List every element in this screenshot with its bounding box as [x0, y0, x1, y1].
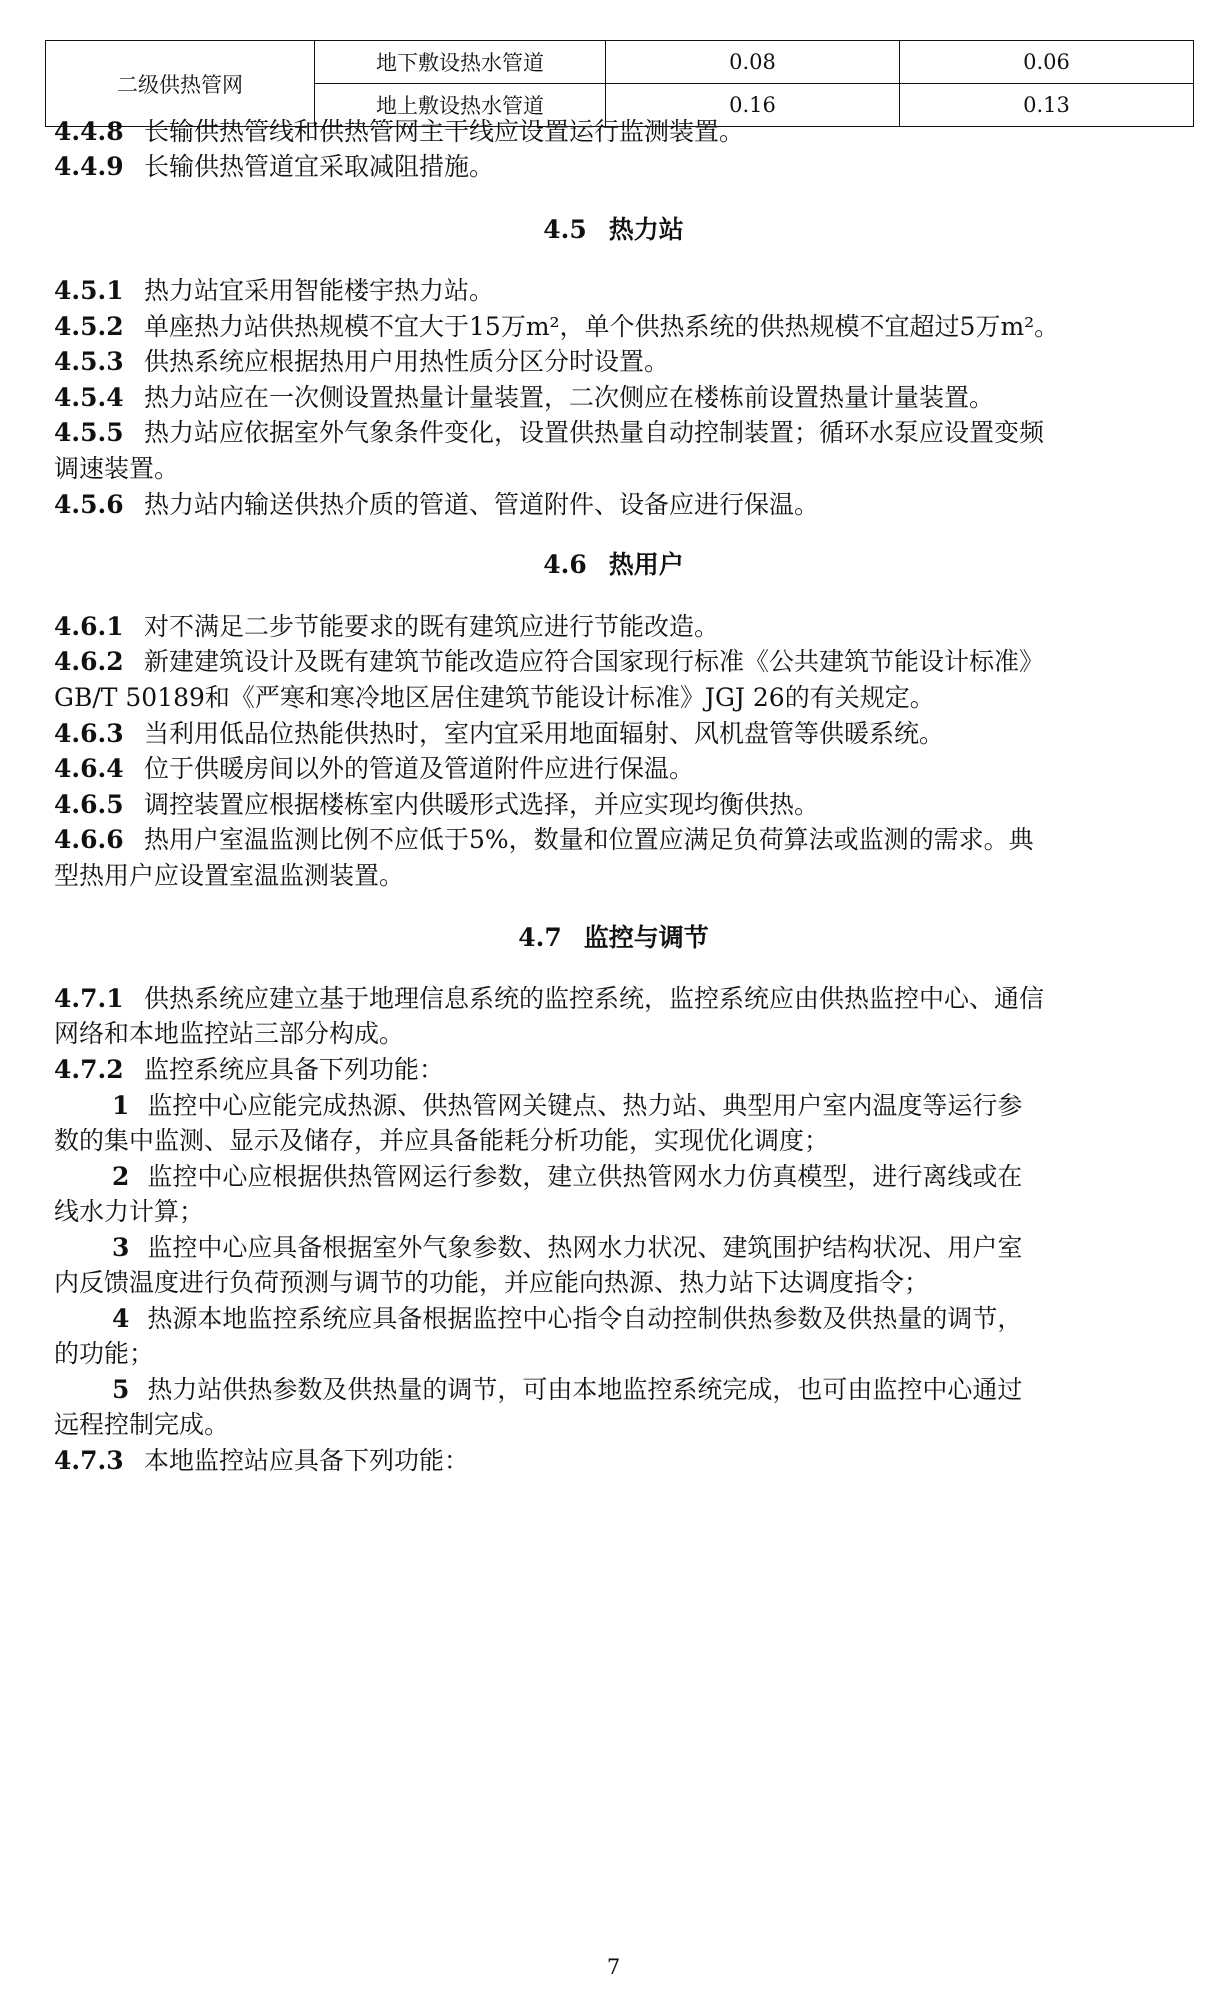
clause-continuation: GB/T 50189和《严寒和寒冷地区居住建筑节能设计标准》JGJ 26的有关规定。 — [54, 683, 935, 712]
heading-title: 热力站 — [608, 215, 684, 244]
table-cell: 地上敷设热水管道 — [315, 84, 606, 127]
clause-4-7-3 — [54, 1444, 1179, 1478]
clause-4-5-3 — [54, 345, 1179, 379]
clause-4-6-1 — [54, 610, 1179, 644]
clause-4-4-9 — [54, 150, 1179, 184]
clause-text: 当利用低品位热能供热时，室内宜采用地面辐射、风机盘管等供暖系统。 — [144, 719, 945, 748]
clause-text: 长输供热管道宜采取减阻措施。 — [144, 152, 495, 181]
clause-4-6-6 — [54, 823, 1179, 857]
heat-loss-table — [45, 40, 1194, 127]
clause-4-6-5 — [54, 788, 1179, 822]
clause-4-6-3 — [54, 717, 1179, 751]
item-number: 1 — [112, 1091, 130, 1120]
clause-text: 热力站内输送供热介质的管道、管道附件、设备应进行保温。 — [144, 490, 820, 519]
heading-title: 热用户 — [608, 550, 684, 579]
clause-4-4-8 — [54, 115, 1179, 149]
table-cell: 地下敷设热水管道 — [315, 41, 606, 84]
clause-text: 长输供热管线和供热管网主干线应设置运行监测装置。 — [144, 117, 745, 146]
clause-text: 监控系统应具备下列功能： — [144, 1055, 445, 1084]
table-cell: 0.16 — [606, 84, 900, 127]
item-text: 监控中心应根据供热管网运行参数，建立供热管网水力仿真模型，进行离线或在 — [147, 1162, 1023, 1191]
clause-continuation: 网络和本地监控站三部分构成。 — [54, 1019, 405, 1048]
clause-continuation: 型热用户应设置室温监测装置。 — [54, 861, 405, 890]
list-item — [112, 1302, 1179, 1336]
clause-number: 4.6.3 — [54, 719, 124, 748]
clause-4-7-1 — [54, 982, 1179, 1016]
item-continuation: 远程控制完成。 — [54, 1410, 230, 1439]
item-continuation: 内反馈温度进行负荷预测与调节的功能，并应能向热源、热力站下达调度指令； — [54, 1268, 930, 1297]
clause-text: 供热系统应建立基于地理信息系统的监控系统，监控系统应由供热监控中心、通信 — [144, 984, 1045, 1013]
clause-4-5-5 — [54, 416, 1179, 450]
clause-4-7-2 — [54, 1053, 1179, 1087]
table-cell: 0.13 — [900, 84, 1194, 127]
heading-number: 4.5 — [543, 215, 587, 244]
clause-number: 4.5.6 — [54, 490, 124, 519]
item-number: 3 — [112, 1233, 130, 1262]
list-item — [112, 1089, 1179, 1123]
clause-text: 热用户室温监测比例不应低于5%，数量和位置应满足负荷算法或监测的需求。典 — [144, 825, 1034, 854]
page-number: 7 — [606, 1955, 621, 1979]
clause-number: 4.6.1 — [54, 612, 124, 641]
section-heading-4-6 — [0, 548, 1227, 582]
clause-text: 热力站应依据室外气象条件变化，设置供热量自动控制装置；循环水泵应设置变频 — [144, 418, 1045, 447]
clause-number: 4.4.9 — [54, 152, 124, 181]
row-header-cell: 二级供热管网 — [46, 41, 315, 127]
clause-number: 4.5.2 — [54, 312, 124, 341]
item-text: 热源本地监控系统应具备根据监控中心指令自动控制供热参数及供热量的调节， — [147, 1304, 1023, 1333]
clause-number: 4.4.8 — [54, 117, 124, 146]
section-heading-4-5 — [0, 213, 1227, 247]
clause-text: 新建建筑设计及既有建筑节能改造应符合国家现行标准《公共建筑节能设计标准》 — [144, 647, 1045, 676]
clause-4-5-2 — [54, 310, 1179, 344]
clause-number: 4.5.4 — [54, 383, 124, 412]
item-number: 2 — [112, 1162, 130, 1191]
clause-text: 供热系统应根据热用户用热性质分区分时设置。 — [144, 347, 670, 376]
clause-number: 4.5.1 — [54, 276, 124, 305]
item-continuation: 线水力计算； — [54, 1197, 205, 1226]
clause-number: 4.7.1 — [54, 984, 124, 1013]
table-cell: 0.08 — [606, 41, 900, 84]
clause-4-5-6 — [54, 488, 1179, 522]
clause-text: 热力站宜采用智能楼宇热力站。 — [144, 276, 495, 305]
clause-number: 4.6.6 — [54, 825, 124, 854]
heading-number: 4.6 — [543, 550, 587, 579]
item-text: 监控中心应具备根据室外气象参数、热网水力状况、建筑围护结构状况、用户室 — [147, 1233, 1023, 1262]
heading-number: 4.7 — [518, 923, 562, 952]
clause-continuation: 调速装置。 — [54, 454, 180, 483]
clause-text: 位于供暖房间以外的管道及管道附件应进行保温。 — [144, 754, 695, 783]
clause-number: 4.5.3 — [54, 347, 124, 376]
clause-number: 4.5.5 — [54, 418, 124, 447]
clause-number: 4.7.2 — [54, 1055, 124, 1084]
section-heading-4-7 — [0, 921, 1227, 955]
item-continuation: 数的集中监测、显示及储存，并应具备能耗分析功能，实现优化调度； — [54, 1126, 830, 1155]
item-number: 5 — [112, 1375, 130, 1404]
list-item — [112, 1231, 1179, 1265]
item-number: 4 — [112, 1304, 130, 1333]
list-item — [112, 1160, 1179, 1194]
clause-4-5-1 — [54, 274, 1179, 308]
list-item — [112, 1373, 1179, 1407]
clause-text: 调控装置应根据楼栋室内供暖形式选择，并应实现均衡供热。 — [144, 790, 820, 819]
clause-text: 本地监控站应具备下列功能： — [144, 1446, 470, 1475]
clause-text: 热力站应在一次侧设置热量计量装置，二次侧应在楼栋前设置热量计量装置。 — [144, 383, 995, 412]
clause-4-6-4 — [54, 752, 1179, 786]
table-row — [46, 41, 1194, 84]
clause-number: 4.7.3 — [54, 1446, 124, 1475]
item-text: 监控中心应能完成热源、供热管网关键点、热力站、典型用户室内温度等运行参 — [147, 1091, 1023, 1120]
item-text: 热力站供热参数及供热量的调节，可由本地监控系统完成，也可由监控中心通过 — [147, 1375, 1023, 1404]
clause-4-6-2 — [54, 645, 1179, 679]
clause-number: 4.6.5 — [54, 790, 124, 819]
heading-title: 监控与调节 — [583, 923, 709, 952]
clause-text: 单座热力站供热规模不宜大于15万m²，单个供热系统的供热规模不宜超过5万m²。 — [144, 312, 1060, 341]
clause-number: 4.6.2 — [54, 647, 124, 676]
clause-number: 4.6.4 — [54, 754, 124, 783]
item-continuation: 的功能； — [54, 1339, 155, 1368]
clause-4-5-4 — [54, 381, 1179, 415]
table-cell: 0.06 — [900, 41, 1194, 84]
clause-text: 对不满足二步节能要求的既有建筑应进行节能改造。 — [144, 612, 720, 641]
